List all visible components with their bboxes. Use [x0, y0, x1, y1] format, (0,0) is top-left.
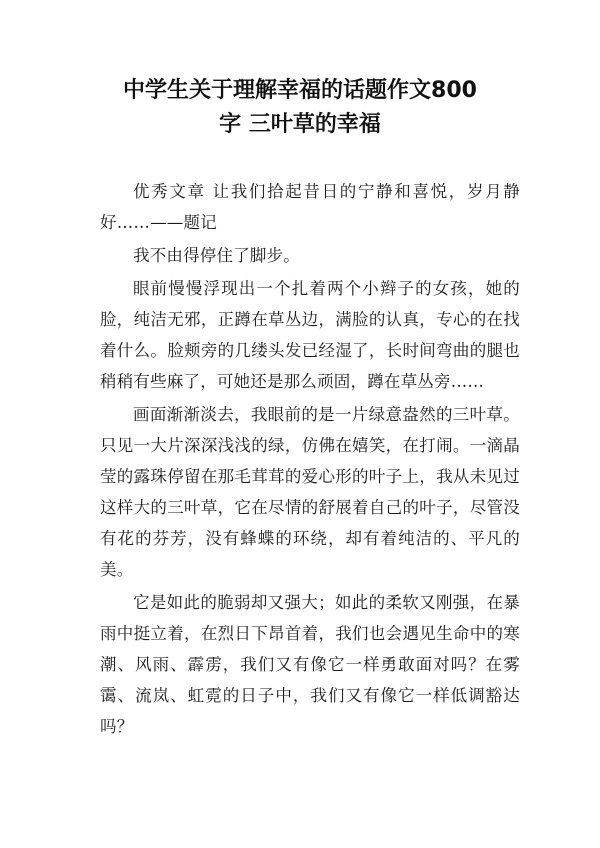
article-title-line-2: 字 三叶草的幸福 [219, 112, 381, 137]
paragraph-epigraph: 优秀文章 让我们拾起昔日的宁静和喜悦，岁月静好……——题记 [100, 182, 520, 232]
article-title-line-1: 中学生关于理解幸福的话题作文800 [123, 78, 477, 103]
article-title [60, 74, 540, 142]
paragraph: 它是如此的脆弱却又强大；如此的柔软又刚强，在暴雨中挺立着，在烈日下昂首着，我们也会遇见生命中的寒潮、风雨、霹雳，我们又有像它一样勇敢面对吗？在雾霭、流岚、虹霓的日子中，我们又有像它一样低调豁达吗？ [100, 593, 520, 736]
paragraph: 画面渐渐淡去，我眼前的是一片绿意盎然的三叶草。只见一大片深深浅浅的绿，仿佛在嬉笑，在打闹。一滴晶莹的露珠停留在那毛茸茸的爱心形的叶子上，我从未见过这样大的三叶草，它在尽情的舒展着自己的叶子，尽管没有花的芬芳，没有蜂蝶的环绕，却有着纯洁的、平凡的美。 [100, 405, 520, 579]
paragraph: 我不由得停住了脚步。 [133, 246, 300, 265]
paragraph: 眼前慢慢浮现出一个扎着两个小辫子的女孩，她的脸，纯洁无邪，正蹲在草丛边，满脸的认真，专心的在找着什么。脸颊旁的几缕头发已经湿了，长时间弯曲的腿也稍稍有些麻了，可她还是那么顽固，蹲在草丛旁…… [100, 279, 520, 391]
article-body [100, 176, 520, 744]
